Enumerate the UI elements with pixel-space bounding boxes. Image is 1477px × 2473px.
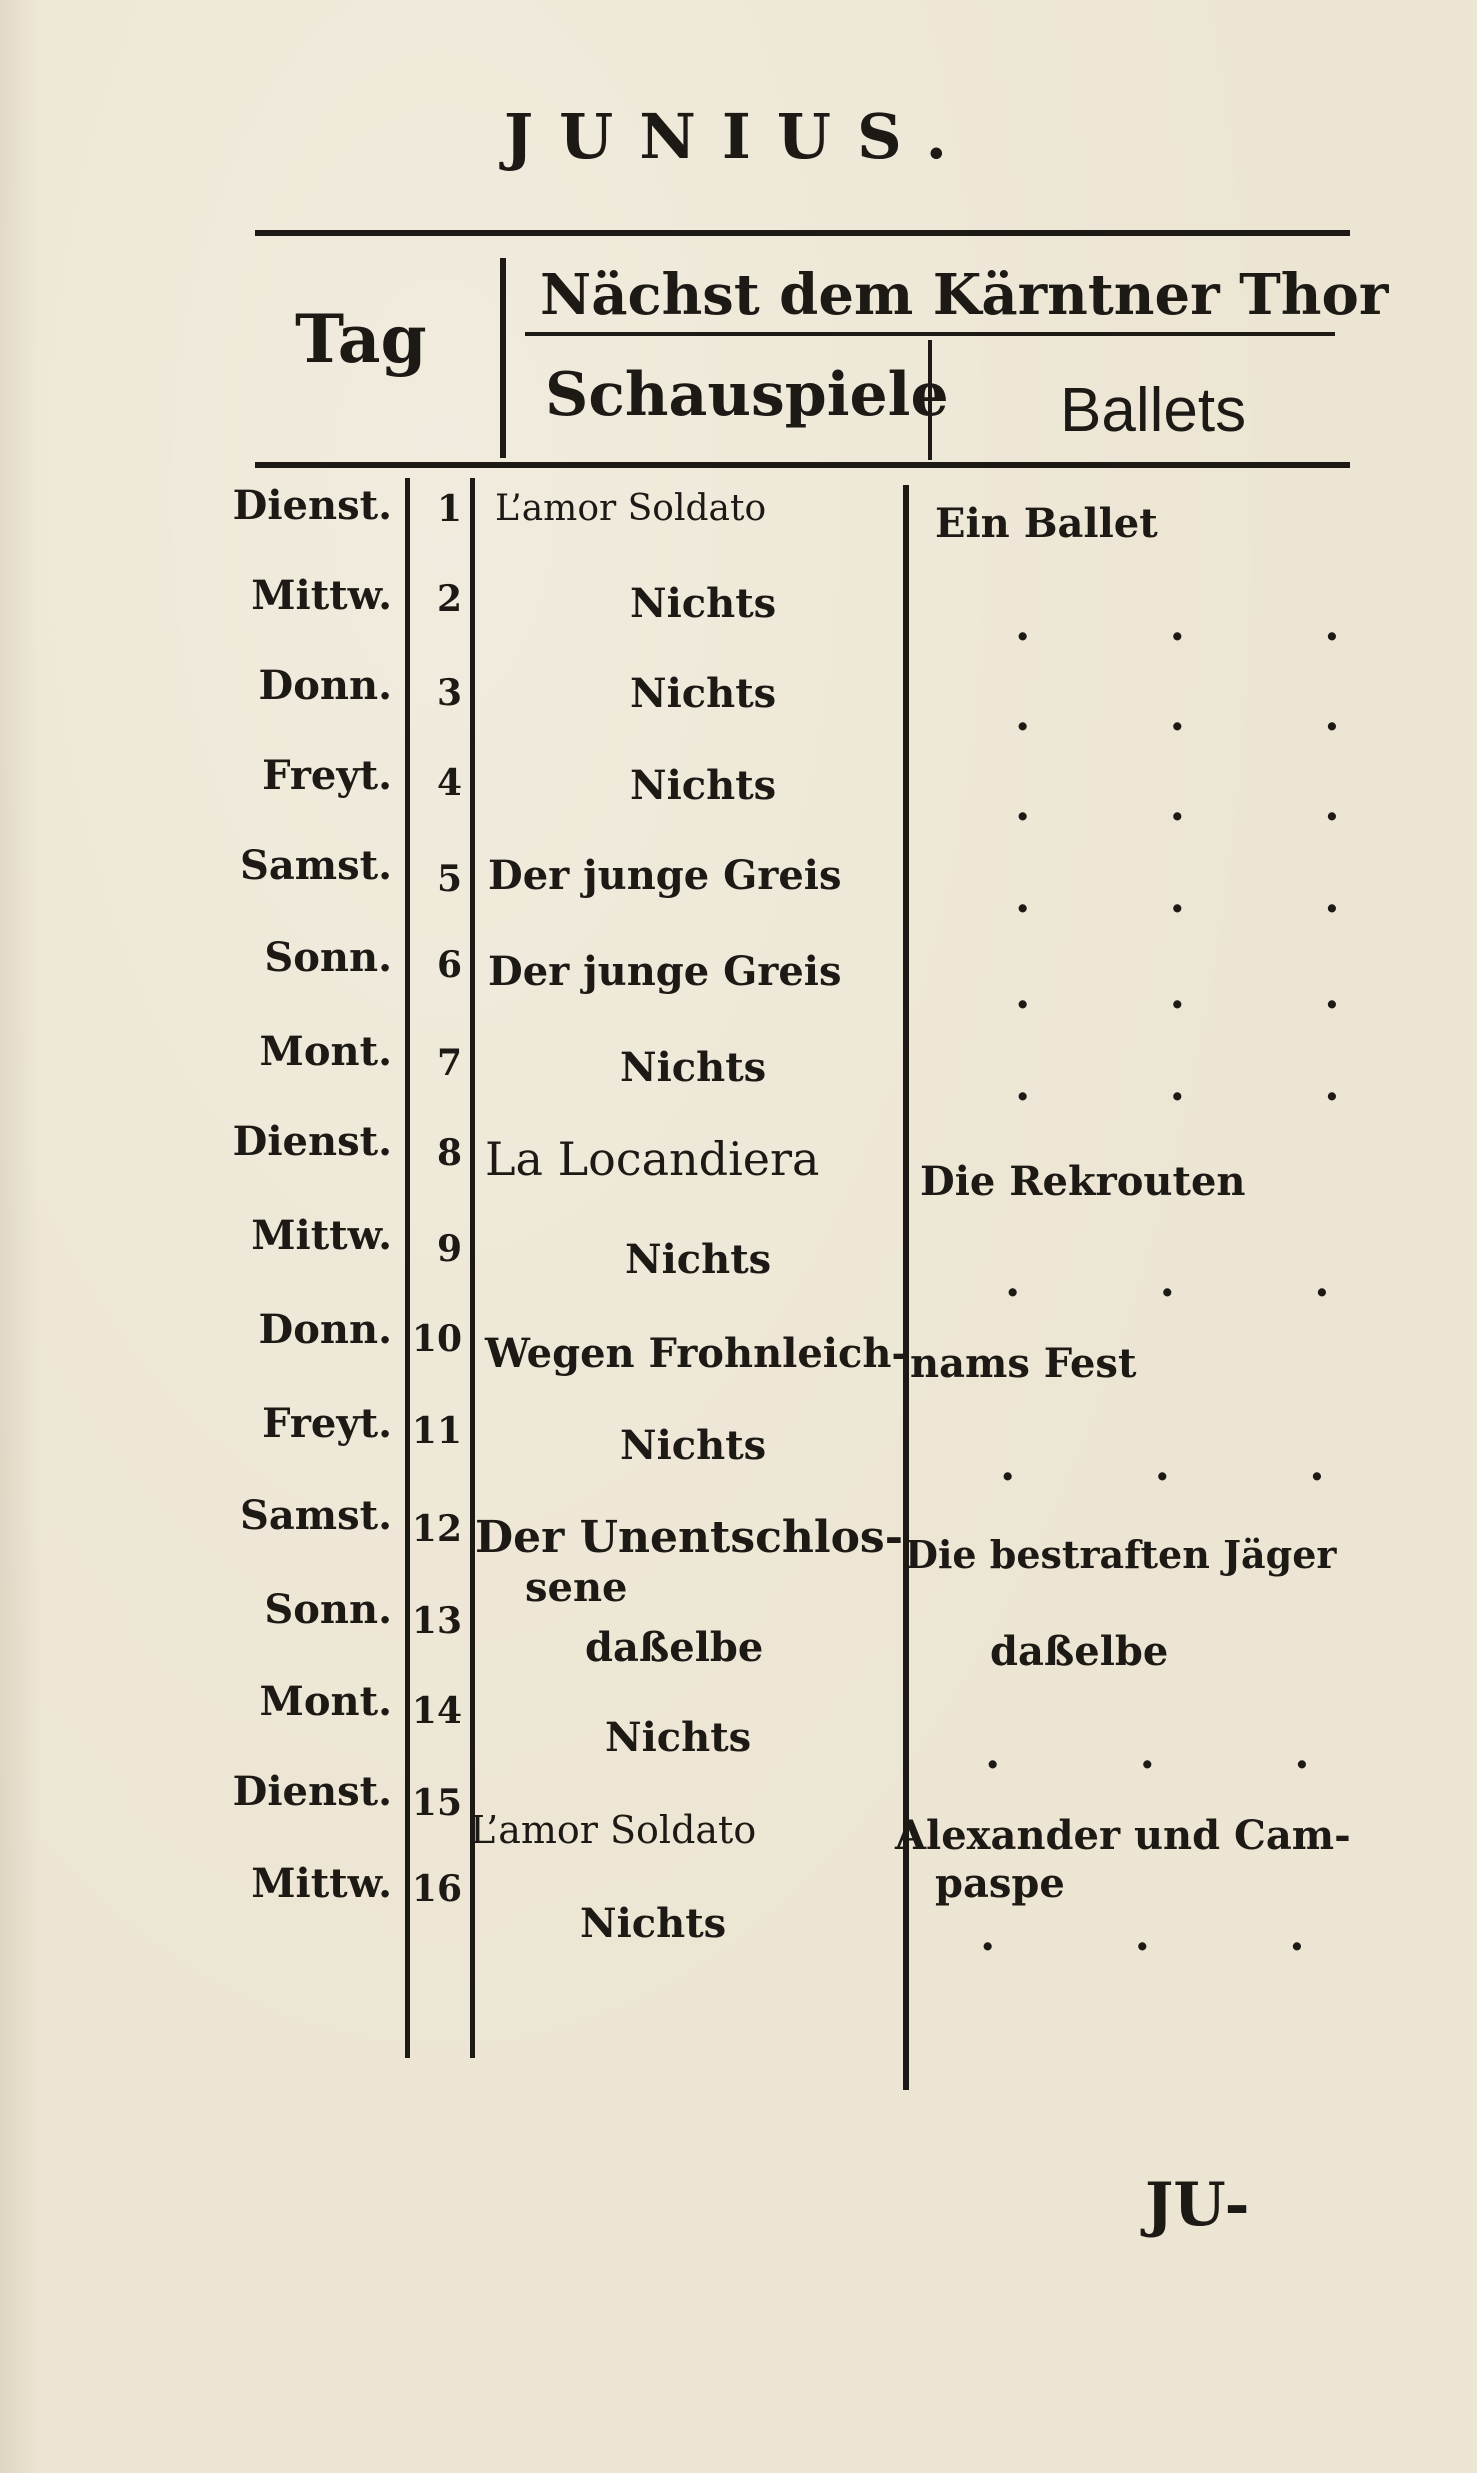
play-title: Nichts xyxy=(605,1714,752,1761)
ballet-ditto-marks: . . . xyxy=(1015,600,1402,651)
day-number: 13 xyxy=(411,1600,462,1642)
ballet-title: Alexander und Cam- xyxy=(895,1812,1351,1859)
day-name: Mittw. xyxy=(251,1860,392,1907)
day-name: Donn. xyxy=(258,1306,392,1353)
ballet-ditto-marks: . . . xyxy=(980,1910,1367,1961)
play-title: Nichts xyxy=(625,1236,772,1283)
play-title: Der junge Greis xyxy=(488,948,842,995)
page-title: JUNIUS. xyxy=(503,100,974,173)
ballet-ditto-marks: . . . xyxy=(1015,690,1402,741)
ballet-ditto-marks: . . . xyxy=(1000,1440,1387,1491)
play-title: Nichts xyxy=(580,1900,727,1947)
play-title: Nichts xyxy=(630,762,777,809)
header-theatre: Nächst dem Kärntner Thor xyxy=(540,262,1389,328)
day-number: 1 xyxy=(436,488,462,530)
ballet-ditto-marks: . . . xyxy=(1015,968,1402,1019)
header-divider-tag xyxy=(500,258,506,458)
day-name: Dienst. xyxy=(232,1768,392,1815)
play-title: daßelbe xyxy=(585,1624,764,1671)
header-plays: Schauspiele xyxy=(545,360,949,430)
day-name: Sonn. xyxy=(264,1586,392,1633)
day-number: 2 xyxy=(436,578,462,620)
ballet-title: Die Rekrouten xyxy=(920,1158,1246,1205)
day-name: Sonn. xyxy=(264,934,392,981)
day-name: Samst. xyxy=(239,842,392,889)
day-number: 16 xyxy=(411,1868,462,1910)
play-title: Der Unentschlos- xyxy=(475,1512,903,1563)
day-number: 8 xyxy=(436,1132,462,1174)
day-name: Mittw. xyxy=(251,1212,392,1259)
day-number: 5 xyxy=(436,858,462,900)
ballet-title: nams Fest xyxy=(910,1340,1137,1387)
day-name: Dienst. xyxy=(232,482,392,529)
day-number: 4 xyxy=(436,762,462,804)
play-title: Wegen Frohnleich- xyxy=(485,1330,909,1377)
header-ballets: Ballets xyxy=(1060,376,1247,445)
ballet-title: Ein Ballet xyxy=(935,500,1158,547)
play-title: Der junge Greis xyxy=(488,852,842,899)
day-number: 6 xyxy=(436,944,462,986)
play-title: La Locandiera xyxy=(485,1132,820,1186)
day-name: Samst. xyxy=(239,1492,392,1539)
ballet-title-continued: paspe xyxy=(935,1860,1065,1907)
header-rule-theatre xyxy=(525,332,1335,336)
ballet-title: daßelbe xyxy=(990,1628,1169,1675)
ballet-ditto-marks: . . . xyxy=(1015,1060,1402,1111)
header-rule-top xyxy=(255,230,1350,236)
day-number: 3 xyxy=(436,672,462,714)
ballet-ditto-marks: . . . xyxy=(1015,780,1402,831)
ballet-title: Die bestraften Jäger xyxy=(905,1532,1337,1577)
play-title: Nichts xyxy=(620,1044,767,1091)
header-tag: Tag xyxy=(295,300,427,378)
ballet-ditto-marks: . . . xyxy=(1005,1256,1392,1307)
catchword: JU- xyxy=(1145,2170,1250,2240)
day-name: Mont. xyxy=(259,1028,392,1075)
day-number: 12 xyxy=(411,1508,462,1550)
play-title: Nichts xyxy=(630,580,777,627)
day-name: Freyt. xyxy=(262,1400,392,1447)
ballet-ditto-marks: . . . xyxy=(985,1728,1372,1779)
play-title: Nichts xyxy=(630,670,777,717)
day-number: 7 xyxy=(436,1042,462,1084)
day-name: Dienst. xyxy=(232,1118,392,1165)
play-title: Nichts xyxy=(620,1422,767,1469)
day-number: 10 xyxy=(411,1318,462,1360)
play-title: L’amor Soldato xyxy=(470,1808,757,1852)
day-name: Mittw. xyxy=(251,572,392,619)
day-number: 14 xyxy=(411,1690,462,1732)
day-number: 11 xyxy=(411,1410,462,1452)
play-title: L’amor Soldato xyxy=(495,488,767,529)
header-rule-bottom xyxy=(255,462,1350,468)
day-number: 15 xyxy=(411,1782,462,1824)
ballet-ditto-marks: . . . xyxy=(1015,872,1402,923)
play-title-continued: sene xyxy=(525,1564,628,1611)
day-name: Donn. xyxy=(258,662,392,709)
day-name: Freyt. xyxy=(262,752,392,799)
day-number: 9 xyxy=(436,1228,462,1270)
day-name: Mont. xyxy=(259,1678,392,1725)
